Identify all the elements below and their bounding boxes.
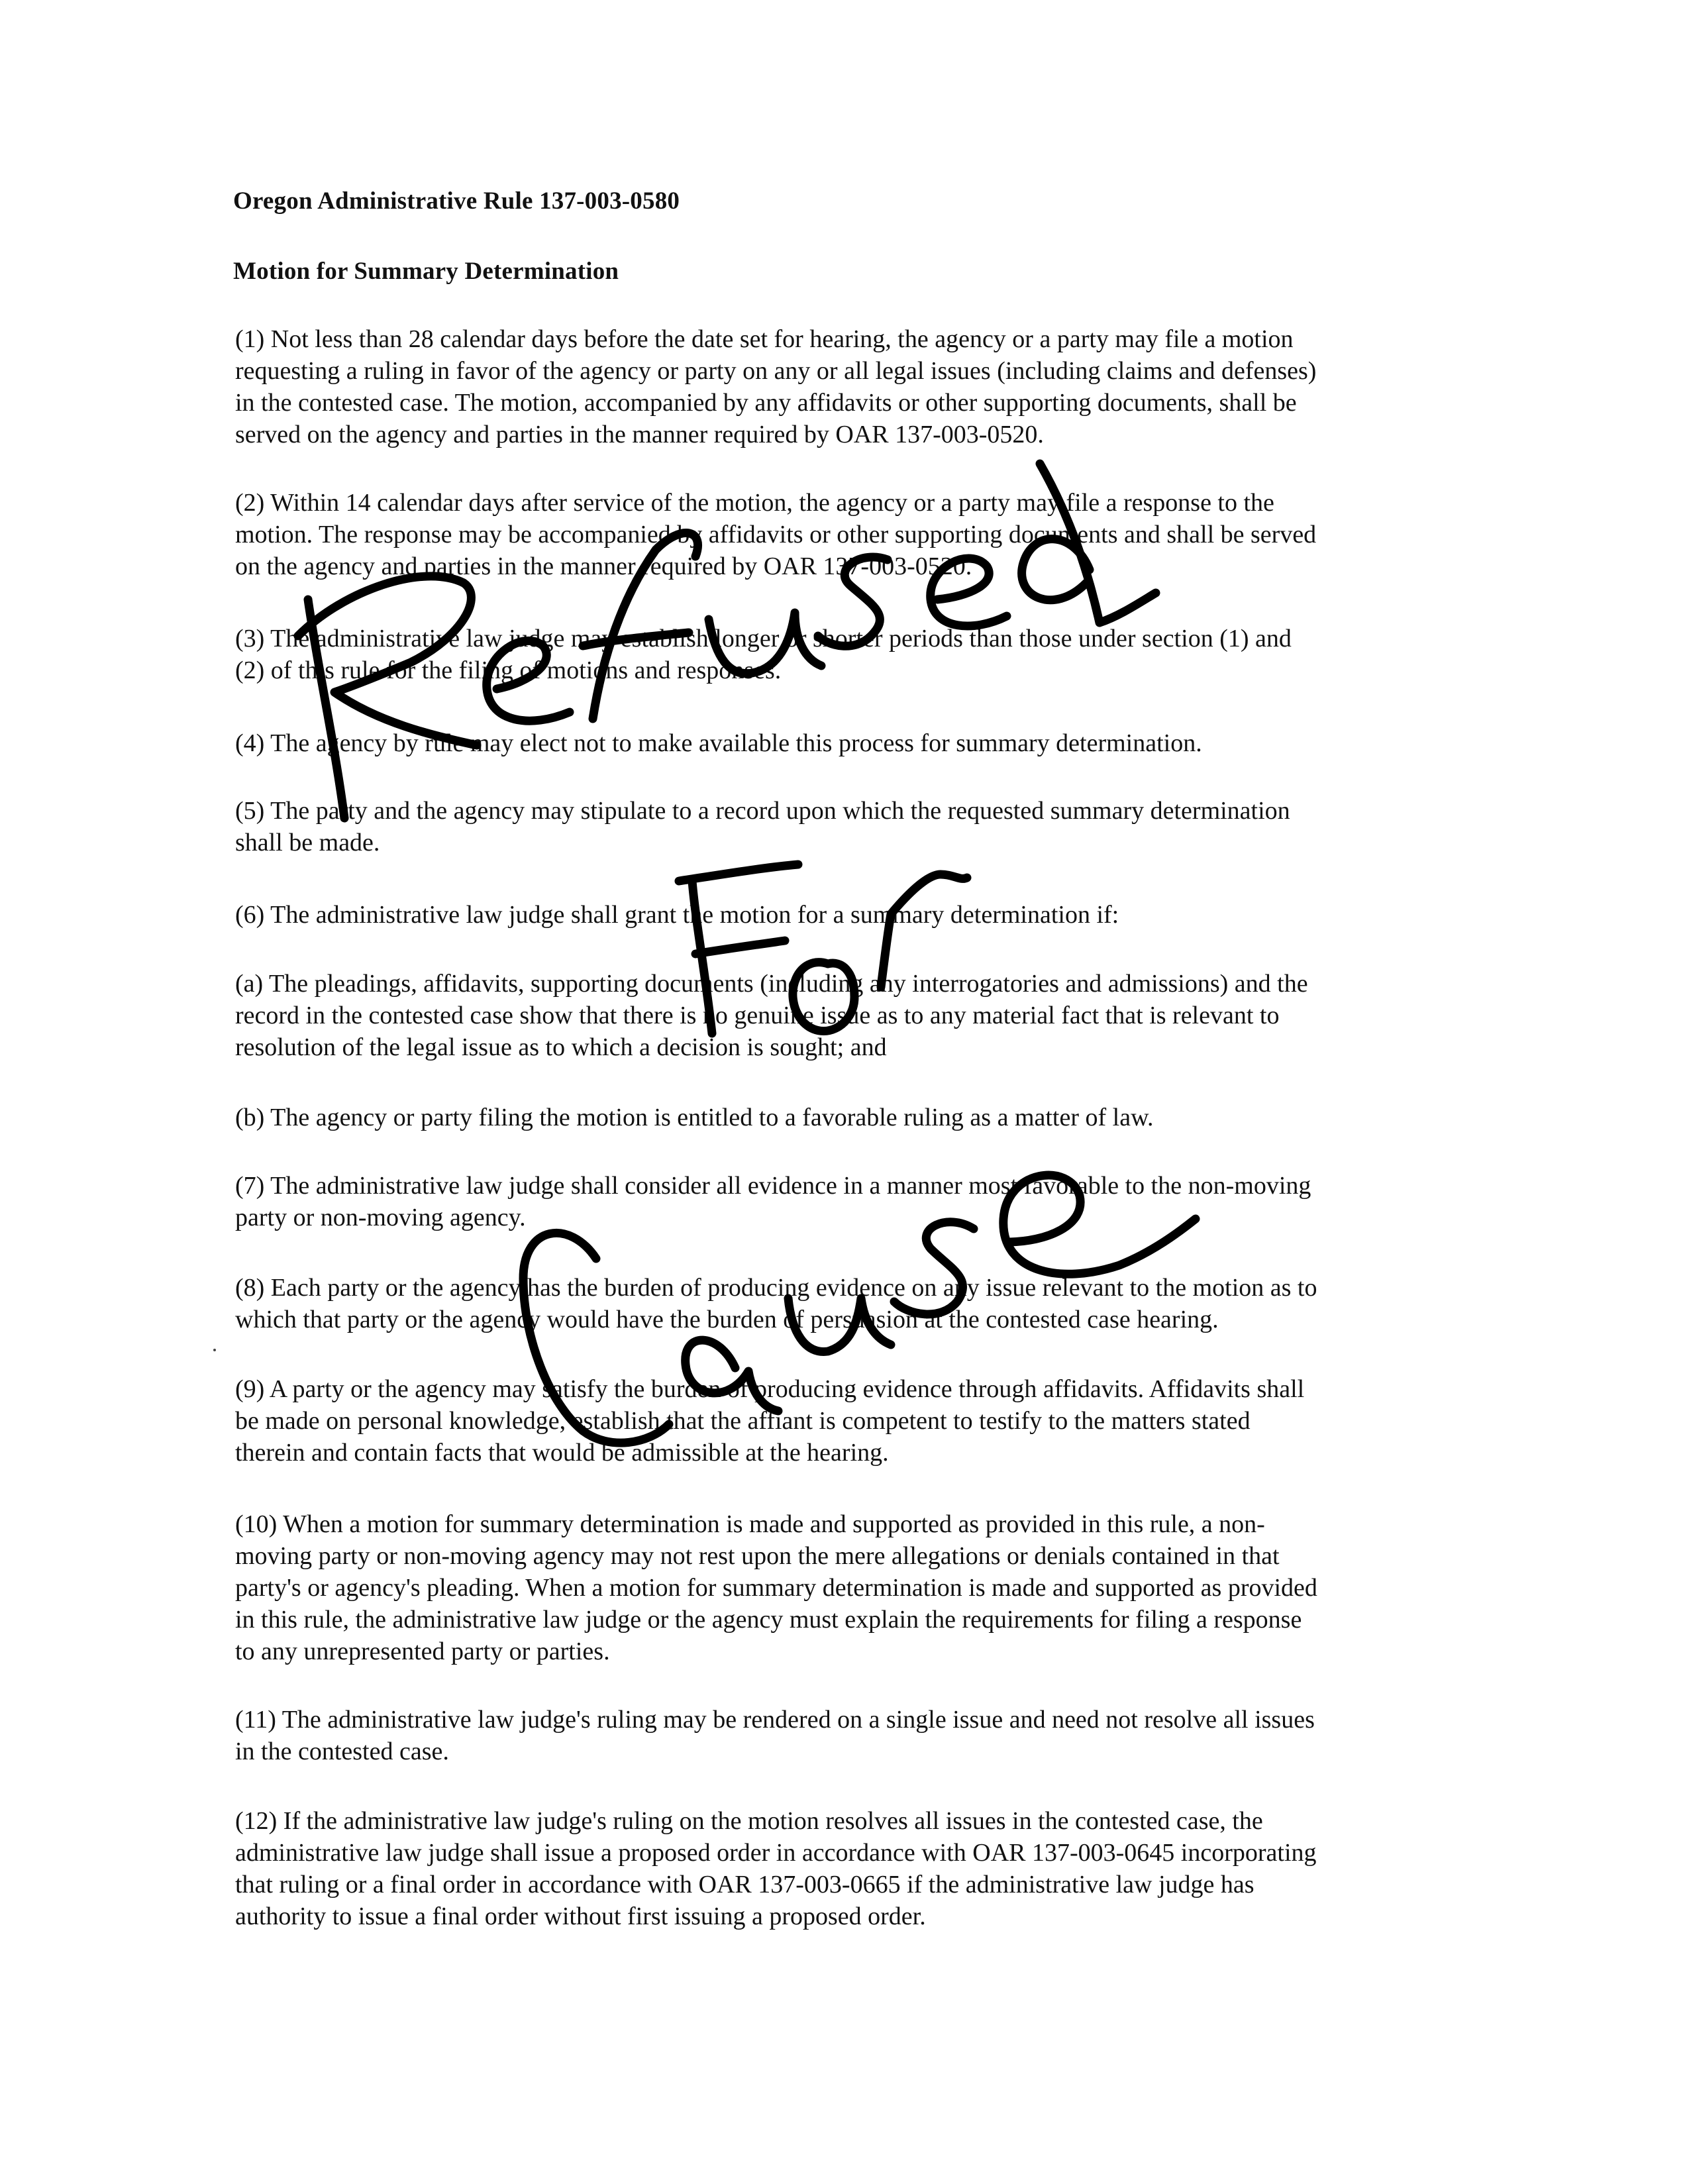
paragraph-line: (b) The agency or party filing the motion is entitled to a favorable ruling as a matter of law. bbox=[235, 1104, 1154, 1131]
paragraph-9 bbox=[235, 1373, 1467, 1469]
paragraph-line: therein and contain facts that would be admissible at the hearing. bbox=[235, 1439, 889, 1467]
paragraph-line: (9) A party or the agency may satisfy the burden of producing evidence through affidavits. Affidavits shall bbox=[235, 1375, 1305, 1403]
paragraph-6a bbox=[235, 968, 1467, 1063]
paragraph-line: to any unrepresented party or parties. bbox=[235, 1638, 610, 1665]
paragraph-line: motion. The response may be accompanied by affidavits or other supporting documents and shall be served bbox=[235, 521, 1317, 548]
document-subtitle: Motion for Summary Determination bbox=[233, 258, 619, 285]
paragraph-line: party's or agency's pleading. When a motion for summary determination is made and supported as provided bbox=[235, 1574, 1317, 1602]
paragraph-line: requesting a ruling in favor of the agency or party on any or all legal issues (including claims and defenses) bbox=[235, 357, 1317, 385]
paragraph-8 bbox=[235, 1272, 1467, 1335]
paragraph-12 bbox=[235, 1805, 1467, 1932]
paragraph-line: (10) When a motion for summary determination is made and supported as provided in this rule, a non- bbox=[235, 1510, 1265, 1538]
paragraph-line: (12) If the administrative law judge's ruling on the motion resolves all issues in the contested case, the bbox=[235, 1807, 1263, 1835]
paragraph-6b bbox=[235, 1102, 1467, 1133]
paragraph-2 bbox=[235, 487, 1467, 582]
paragraph-6 bbox=[235, 899, 1467, 931]
paragraph-line: (5) The party and the agency may stipulate to a record upon which the requested summary determination bbox=[235, 797, 1290, 825]
paragraph-line: that ruling or a final order in accordance with OAR 137-003-0665 if the administrative law judge has bbox=[235, 1871, 1254, 1898]
paragraph-line: moving party or non-moving agency may not rest upon the mere allegations or denials contained in that bbox=[235, 1542, 1280, 1570]
paragraph-line: (a) The pleadings, affidavits, supporting documents (including any interrogatories and admissions) and the bbox=[235, 970, 1308, 998]
paragraph-line: (2) Within 14 calendar days after service of the motion, the agency or a party may file a response to the bbox=[235, 489, 1274, 517]
paragraph-line: party or non-moving agency. bbox=[235, 1204, 526, 1231]
paragraph-5 bbox=[235, 795, 1467, 858]
paragraph-4 bbox=[235, 727, 1467, 759]
paragraph-line: (7) The administrative law judge shall consider all evidence in a manner most favorable to the non-moving bbox=[235, 1172, 1311, 1200]
paragraph-1 bbox=[235, 323, 1467, 450]
paragraph-line: served on the agency and parties in the manner required by OAR 137-003-0520. bbox=[235, 421, 1044, 448]
paragraph-line: (3) The administrative law judge may establish longer or shorter periods than those under section (1) and bbox=[235, 625, 1292, 652]
paragraph-line: (1) Not less than 28 calendar days before the date set for hearing, the agency or a party may file a motion bbox=[235, 325, 1294, 353]
paragraph-line: in the contested case. bbox=[235, 1738, 449, 1765]
paragraph-line: administrative law judge shall issue a proposed order in accordance with OAR 137-003-0645 incorporating bbox=[235, 1839, 1317, 1867]
paragraph-line: on the agency and parties in the manner required by OAR 137-003-0520. bbox=[235, 552, 972, 580]
paragraph-line: be made on personal knowledge, establish that the affiant is competent to testify to the matters stated bbox=[235, 1407, 1251, 1435]
paragraph-10 bbox=[235, 1508, 1467, 1667]
paragraph-line: (11) The administrative law judge's ruling may be rendered on a single issue and need not resolve all issues bbox=[235, 1706, 1315, 1734]
paragraph-line: resolution of the legal issue as to which a decision is sought; and bbox=[235, 1033, 887, 1061]
document-title: Oregon Administrative Rule 137-003-0580 bbox=[233, 187, 680, 215]
paragraph-3 bbox=[235, 623, 1467, 686]
paragraph-line: (4) The agency by rule may elect not to make available this process for summary determination. bbox=[235, 729, 1202, 757]
paragraph-line: (2) of this rule for the filing of motions and responses. bbox=[235, 656, 782, 684]
paragraph-line: authority to issue a final order without first issuing a proposed order. bbox=[235, 1902, 926, 1930]
paragraph-line: (8) Each party or the agency has the burden of producing evidence on any issue relevant to the motion as to bbox=[235, 1274, 1317, 1302]
paragraph-line: in the contested case. The motion, accompanied by any affidavits or other supporting documents, shall be bbox=[235, 389, 1297, 417]
paragraph-line: record in the contested case show that there is no genuine issue as to any material fact that is relevant to bbox=[235, 1002, 1280, 1029]
paragraph-line: shall be made. bbox=[235, 829, 380, 857]
paragraph-line: (6) The administrative law judge shall grant the motion for a summary determination if: bbox=[235, 901, 1119, 929]
scan-speck bbox=[213, 1349, 216, 1351]
paragraph-11 bbox=[235, 1704, 1467, 1767]
paragraph-line: in this rule, the administrative law judge or the agency must explain the requirements for filing a response bbox=[235, 1606, 1302, 1634]
paragraph-7 bbox=[235, 1170, 1467, 1233]
paragraph-line: which that party or the agency would have the burden of persuasion at the contested case hearing. bbox=[235, 1306, 1219, 1333]
